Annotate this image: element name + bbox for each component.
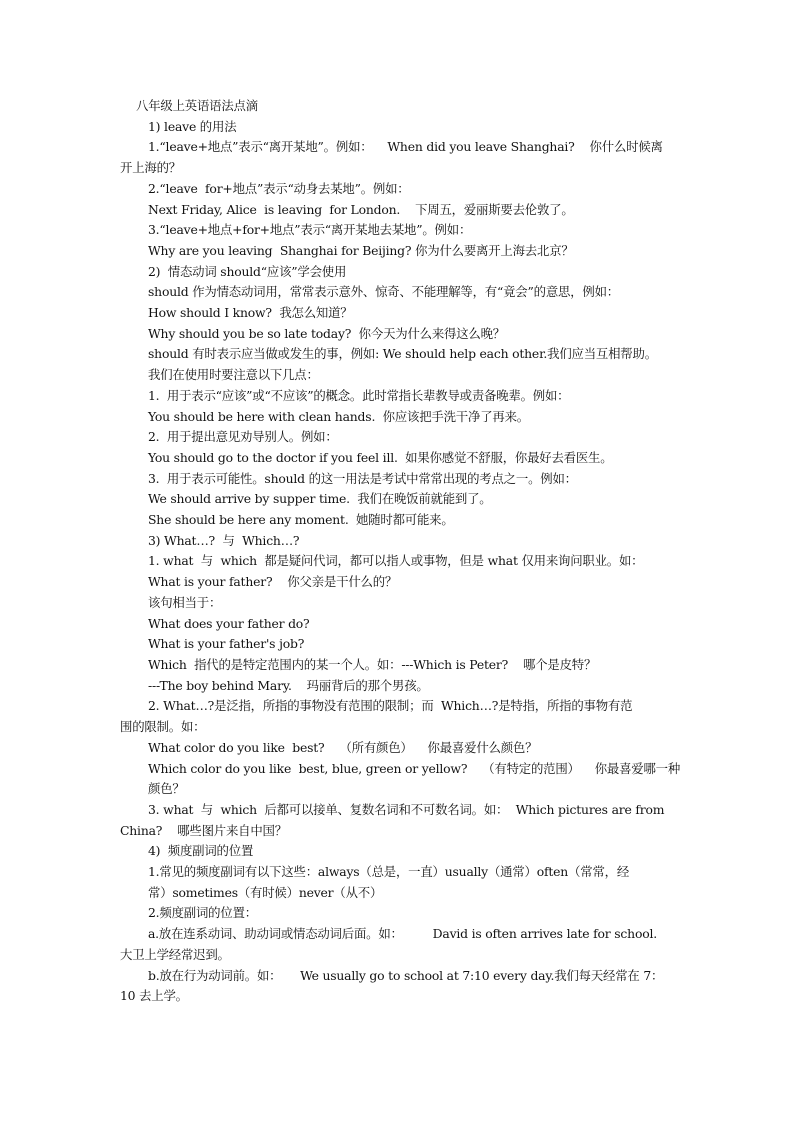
text-line: What color do you like best? （所有颜色） 你最喜爱什么颜色？ xyxy=(148,739,538,755)
text-line: 3. 用于表示可能性。should 的这一用法是考试中常常出现的考点之一。例如： xyxy=(148,470,577,486)
text-line: Next Friday, Alice is leaving for London. 下周五，爱丽斯要去伦敦了。 xyxy=(148,201,574,217)
text-line: b.放在行为动词前。如： We usually go to school at 7:10 every day.我们每天经常在 7： xyxy=(148,967,664,983)
text-line: Why should you be so late today? 你今天为什么来得这么晚？ xyxy=(148,325,505,341)
text-line: You should go to the doctor if you feel ill. 如果你感觉不舒服，你最好去看医生。 xyxy=(148,449,613,465)
text-line: should 作为情态动词用，常常表示意外、惊奇、不能理解等，有“竟会”的意思，例如： xyxy=(148,284,619,300)
text-line: She should be here any moment. 她随时都可能来。 xyxy=(148,512,454,528)
text-line: 1. what 与 which 都是疑问代词，都可以指人或事物，但是 what 仅用来询问职业。如： xyxy=(148,553,644,569)
text-line: 1. 用于表示“应该”或“不应该”的概念。此时常指长辈教导或责备晚辈。例如： xyxy=(148,387,570,403)
text-line: ---The boy behind Mary. 玛丽背后的那个男孩。 xyxy=(148,677,429,693)
text-line: 八年级上英语语法点滴 xyxy=(136,98,258,113)
text-line: 4) 频度副词的位置 xyxy=(148,843,254,859)
text-line: 2) 情态动词 should“应该”学会使用 xyxy=(148,263,347,279)
text-line: 10 去上学。 xyxy=(120,988,188,1004)
text-line: 围的限制。如： xyxy=(120,719,206,735)
text-line: 常）sometimes（有时候）never（从不） xyxy=(148,884,383,900)
text-line: 开上海的？ xyxy=(120,160,181,176)
text-line: What is your father? 你父亲是干什么的？ xyxy=(148,574,398,590)
text-line: 2. What…?是泛指，所指的事物没有范围的限制；而 Which…?是特指，所指的事物有范 xyxy=(148,698,633,714)
text-line: 我们在使用时要注意以下几点： xyxy=(148,367,319,383)
text-line: 3.“leave+地点+for+地点”表示“离开某地去某地”。例如： xyxy=(148,222,472,238)
text-line: Why are you leaving Shanghai for Beijing? 你为什么要离开上海去北京？ xyxy=(148,242,574,258)
text-line: 2.“leave for+地点”表示“动身去某地”。例如： xyxy=(148,180,410,196)
text-line: 3) What…? 与 Which…? xyxy=(148,532,300,548)
text-line: 2.频度副词的位置： xyxy=(148,905,257,921)
text-line: Which 指代的是特定范围内的某一个人。如：---Which is Peter? 哪个是皮特？ xyxy=(148,656,597,672)
text-line: 2. 用于提出意见劝导别人。例如： xyxy=(148,429,338,445)
text-line: 该句相当于： xyxy=(148,594,222,610)
text-line: Which color do you like best, blue, green or yellow? （有特定的范围） 你最喜爱哪一种 xyxy=(148,760,681,776)
text-line: What does your father do? xyxy=(148,615,310,631)
text-line: should 有时表示应当做或发生的事，例如: We should help each other.我们应当互相帮助。 xyxy=(148,346,657,362)
text-line: 1) leave 的用法 xyxy=(148,118,237,134)
text-line: 1.常见的频度副词有以下这些：always（总是，一直）usually（通常）often（常常，经 xyxy=(148,864,630,880)
text-line: China? 哪些图片来自中国？ xyxy=(120,822,287,838)
text-line: 大卫上学经常迟到。 xyxy=(120,946,230,962)
text-line: How should I know? 我怎么知道？ xyxy=(148,305,353,321)
text-line: We should arrive by supper time. 我们在晚饭前就能到了。 xyxy=(148,491,492,507)
text-line: What is your father's job? xyxy=(148,636,305,652)
text-line: 颜色？ xyxy=(148,781,185,797)
text-line: a.放在连系动词、助动词或情态动词后面。如： David is often arrives late for school. xyxy=(148,926,657,942)
text-line: 1.“leave+地点”表示“离开某地”。例如： When did you leave Shanghai? 你什么时候离 xyxy=(148,139,663,155)
text-line: You should be here with clean hands. 你应该把手洗干净了再来。 xyxy=(148,408,529,424)
document-page xyxy=(120,96,688,1007)
text-line: 3. what 与 which 后都可以接单、复数名词和不可数名词。如： Which pictures are from xyxy=(148,801,665,817)
